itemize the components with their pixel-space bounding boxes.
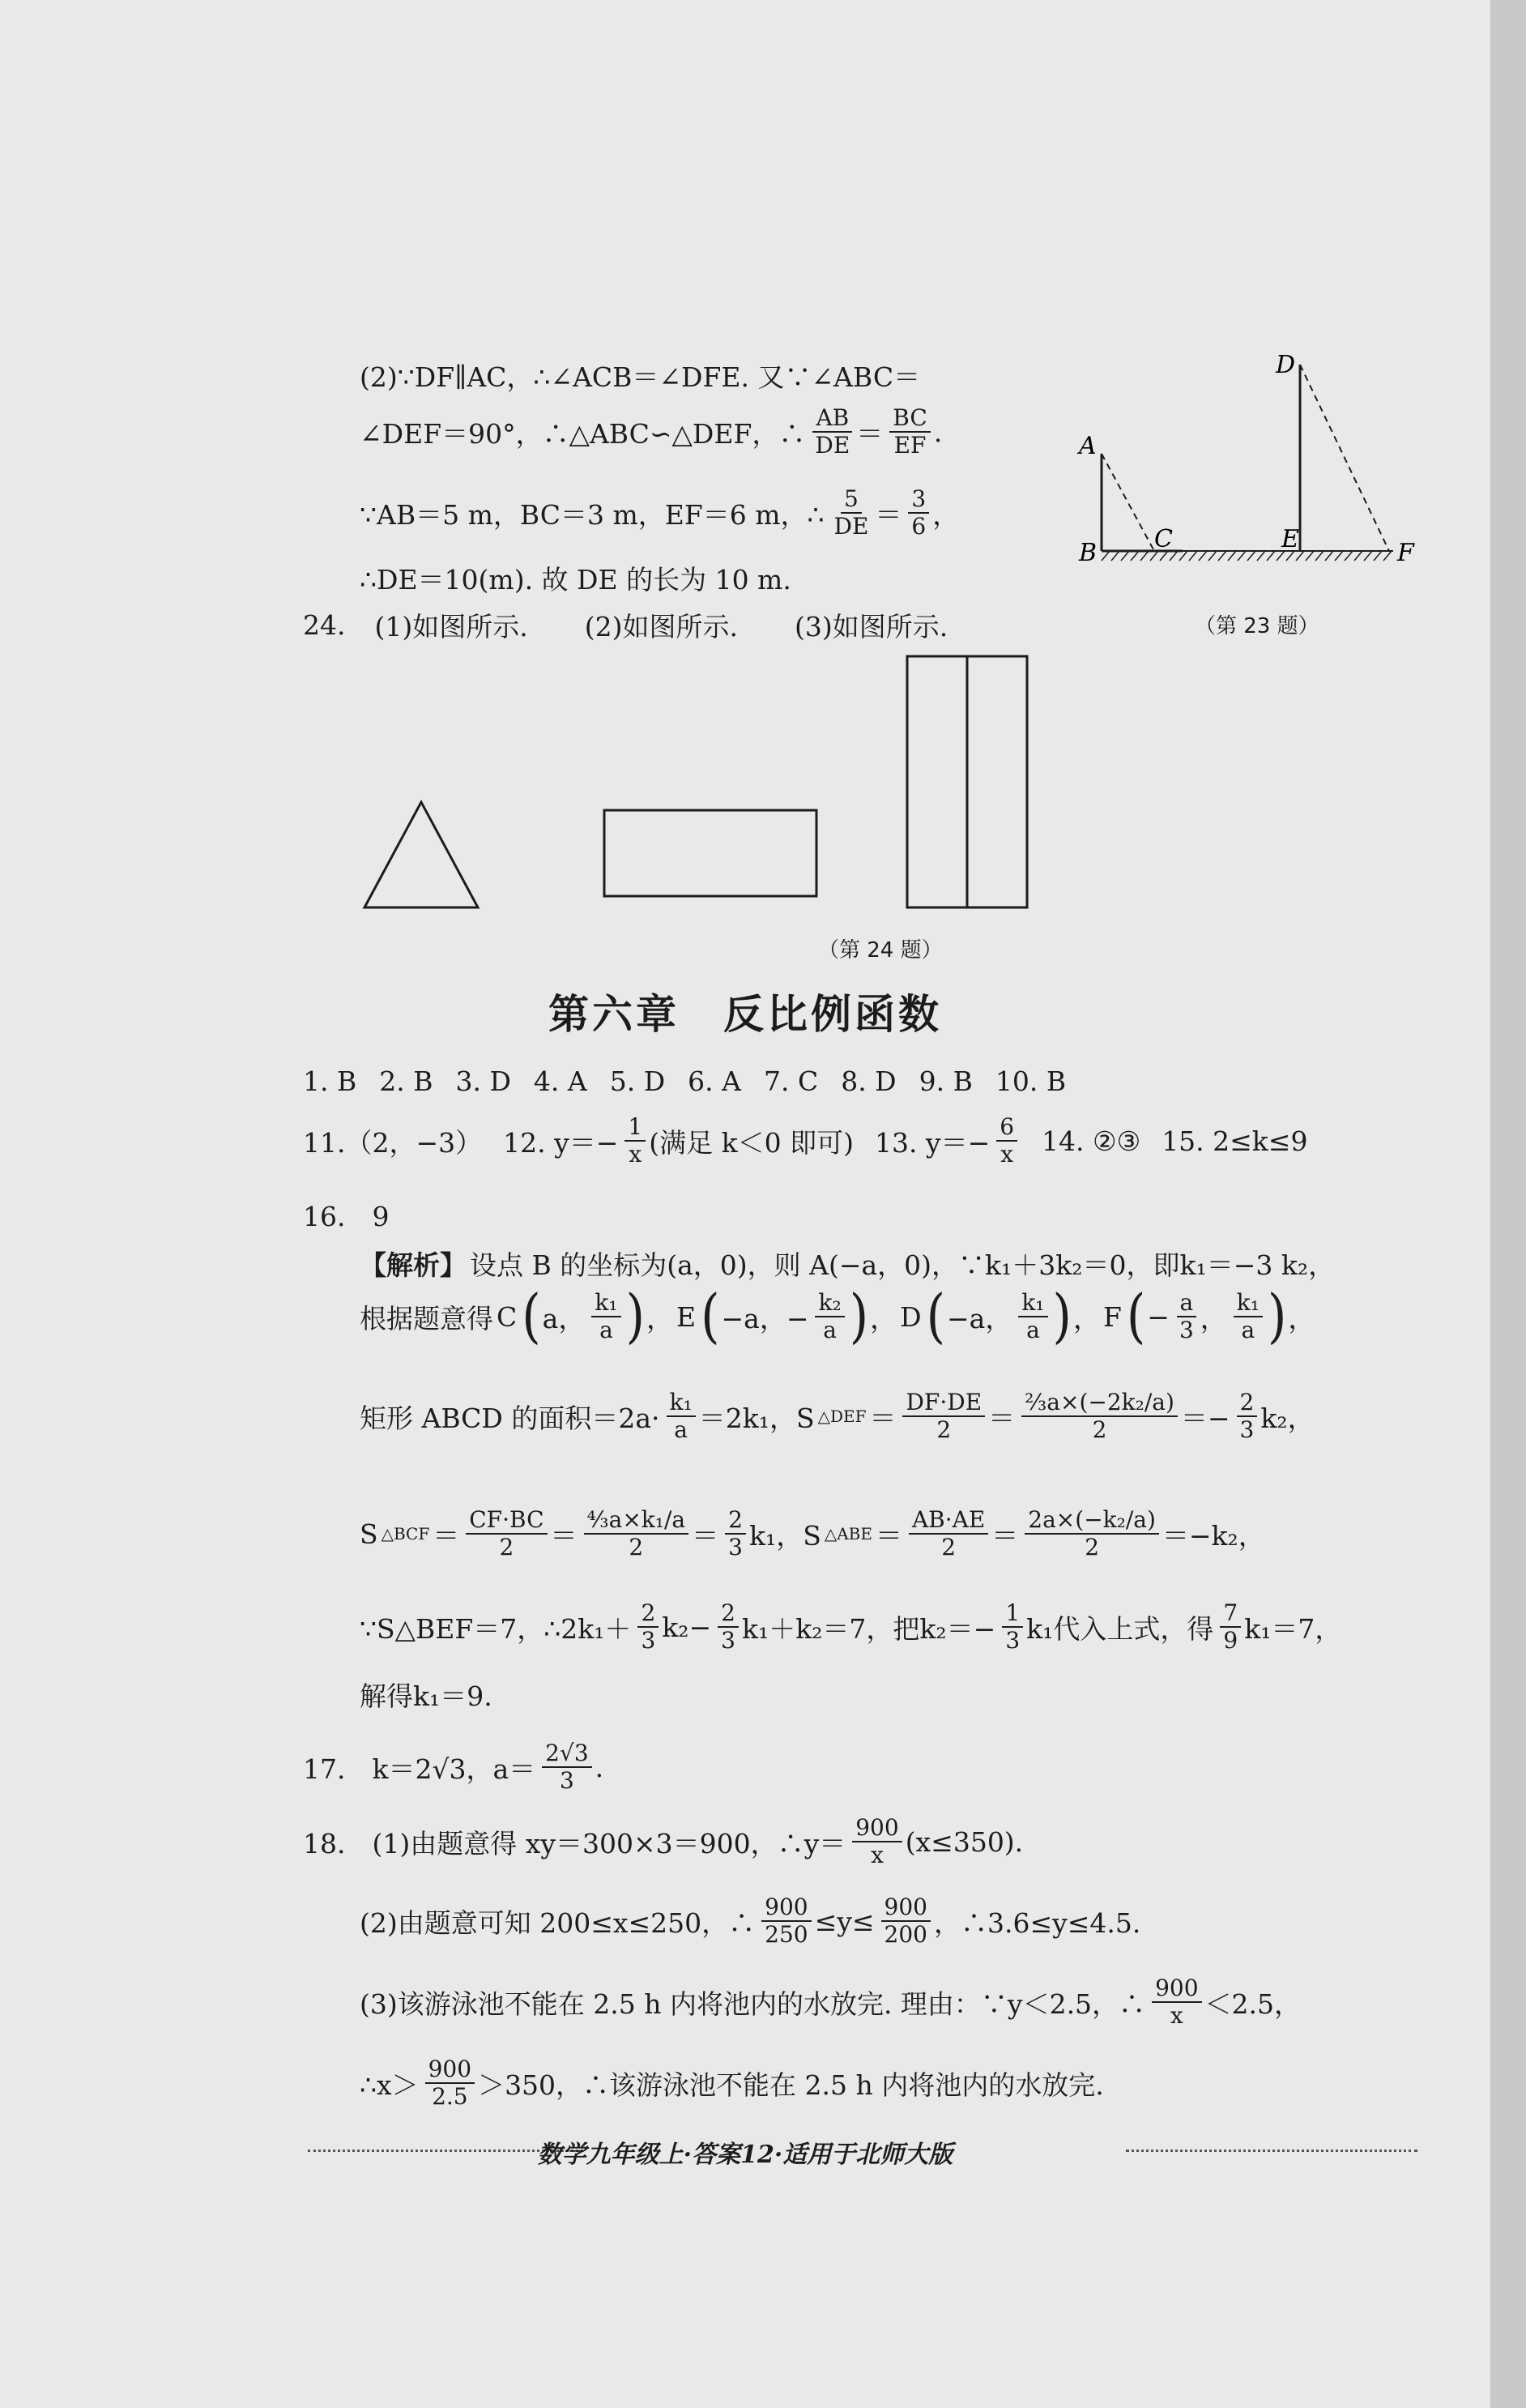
answer-5: 5. D bbox=[609, 1065, 666, 1097]
q17-line: 17. k＝2√3，a＝ $\frac{2√3}{3}$ . bbox=[303, 1740, 604, 1795]
q16-analysis-line4: S △BCF ＝ $\frac{CF\cdot BC}{2}$ ＝ $\frac{\text{⁴⁄₃a×k₁/a}}{2}$ ＝ $\frac{2}{3}$ k₁，S △ABE ＝ $\frac{AB\cdot AE}{2}$ ＝ $\frac{\text{2a×(−k₂/a)}}{2}$ ＝−k₂， bbox=[360, 1506, 1265, 1561]
q18-line3: (3)该游泳池不能在 2.5 h 内将池内的水放完. 理由：∵y＜2.5，∴ $\frac{900}{x}$ ＜2.5， bbox=[360, 1975, 1301, 2030]
q16-analysis-line3: 矩形 ABCD 的面积＝2a· $\frac{\text{k₁}}{a}$ ＝2k₁，S △DEF ＝ $\frac{DF\cdot DE}{2}$ ＝ $\frac{\text{⅔a×(−2k₂/a)}}{2}$ ＝− $\frac{2}{3}$ k₂， bbox=[360, 1389, 1315, 1444]
rectangle-view bbox=[604, 810, 816, 896]
answer-3: 3. D bbox=[455, 1065, 511, 1097]
answer-6: 6. A bbox=[688, 1065, 741, 1097]
q24-line: 24. (1)如图所示. (2)如图所示. (3)如图所示. bbox=[303, 609, 948, 643]
triangle-view bbox=[364, 802, 478, 907]
answer-7: 7. C bbox=[763, 1065, 819, 1097]
q11-15-line: 11.（2，−3） 12. y＝− $\frac{1}{x}$ (满足 k＜0 即可) 13. y＝− $\frac{6}{x}$ 14. ②③ 15. 2≤k≤9 bbox=[303, 1113, 1308, 1168]
q23-line2: ∠DEF＝90°，∴△ABC∽△DEF，∴ $\frac{AB}{DE}$ ＝ $\frac{BC}{EF}$ . bbox=[360, 404, 943, 459]
q16-analysis-line5: ∵S△BEF＝7，∴2k₁＋ $\frac{2}{3}$ k₂− $\frac{2}{3}$ k₁＋k₂＝7，把k₂＝− $\frac{1}{3}$ k₁代入上式，得 $\frac{7}{9}$ k₁＝7， bbox=[360, 1599, 1342, 1654]
answer-2: 2. B bbox=[379, 1065, 433, 1097]
q23-line1: (2)∵DF∥AC，∴∠ACB＝∠DFE. 又∵∠ABC＝ bbox=[360, 361, 921, 393]
answer-9: 9. B bbox=[919, 1065, 973, 1097]
q18-line4: ∴x＞ $\frac{900}{2.5}$ ＞350，∴该游泳池不能在 2.5 h 内将池内的水放完. bbox=[360, 2056, 1104, 2111]
q18-line1: 18. (1)由题意得 xy＝300×3＝900，∴y＝ $\frac{900}{x}$ (x≤350). bbox=[303, 1814, 1024, 1869]
figure-24-caption: （第 24 题） bbox=[818, 938, 943, 963]
q16-analysis-line1: 【解析】 设点 B 的坐标为(a，0)，则 A(−a，0)，∵k₁＋3k₂＝0，即k₁＝−3 k₂， bbox=[360, 1249, 1336, 1281]
page-footer: 数学九年级上·答案12·适用于北师大版 bbox=[537, 2141, 953, 2169]
label-A: A bbox=[1079, 432, 1097, 460]
chapter-title: 第六章 反比例函数 bbox=[548, 991, 942, 1038]
figure-24 bbox=[348, 648, 1077, 924]
q16-answer: 16. 9 bbox=[303, 1201, 390, 1232]
q16-analysis-line6: 解得k₁＝9. bbox=[360, 1680, 492, 1712]
answer-4: 4. A bbox=[533, 1065, 587, 1097]
label-D: D bbox=[1276, 351, 1296, 379]
figure-23 bbox=[1069, 348, 1442, 624]
q23-line4: ∴DE＝10(m). 故 DE 的长为 10 m. bbox=[360, 564, 791, 596]
label-F: F bbox=[1397, 539, 1414, 567]
answer-8: 8. D bbox=[841, 1065, 897, 1097]
figure-23-caption: （第 23 题） bbox=[1195, 614, 1319, 638]
answer-1: 1. B bbox=[303, 1065, 357, 1097]
answer-10: 10. B bbox=[995, 1065, 1067, 1097]
label-C: C bbox=[1154, 525, 1173, 553]
label-E: E bbox=[1281, 525, 1299, 553]
q23-line3: ∵AB＝5 m，BC＝3 m，EF＝6 m，∴ $\frac{5}{DE}$ ＝ $\frac{3}{6}$ ， bbox=[360, 485, 960, 540]
mc-answers bbox=[303, 1065, 1066, 1097]
q18-line2: (2)由题意可知 200≤x≤250，∴ $\frac{900}{250}$ ≤y≤ $\frac{900}{200}$ ，∴3.6≤y≤4.5. bbox=[360, 1894, 1141, 1949]
label-B: B bbox=[1079, 539, 1098, 567]
q16-analysis-line2: 根据题意得 C ( a， $\frac{\text{k₁}}{a}$ ) ， E ( −a，− $\frac{\text{k₂}}{a}$ ) ， D ( −a， $\frac{\text{k₁}}{a}$ ) ， F ( − $\frac{a}{3}$ ， $\frac{\text{k₁}}{a}$ ) ， bbox=[360, 1283, 1315, 1351]
